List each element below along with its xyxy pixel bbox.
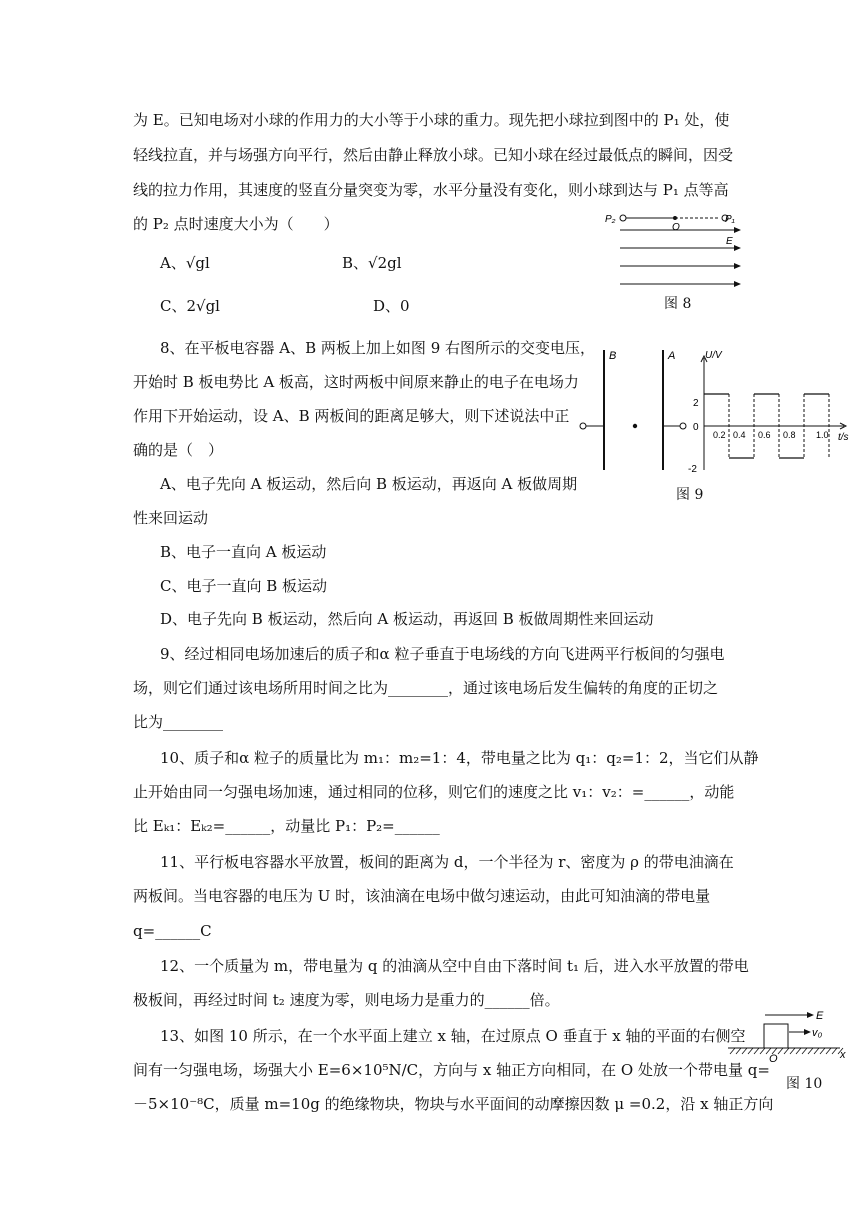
fig9-xtick-0-2: 0.2	[713, 430, 726, 440]
fig8-label-p2: P₂	[605, 214, 616, 225]
fig10-hatch-line	[790, 1048, 795, 1054]
q8-option-a-line1: A、电子先向 A 板运动，然后向 B 板运动，再返向 A 板做周期	[160, 475, 578, 493]
q10-line2: 止开始由同一匀强电场加速，通过相同的位移，则它们的速度之比 v₁：v₂：=______，动能	[133, 783, 735, 801]
fig9-xtick-0-6: 0.6	[758, 430, 771, 440]
q12-line1: 12、一个质量为 m，带电量为 q 的油滴从空中自由下落时间 t₁ 后，进入水平放置的带电	[160, 957, 749, 975]
fig8-pivot-o	[673, 216, 677, 220]
fig9-xtick-0-8: 0.8	[783, 430, 796, 440]
q11-line3: q=______C	[133, 922, 212, 940]
fig9-ylabel: U/V	[705, 350, 722, 361]
q9-line3: 比为________	[133, 713, 224, 731]
fig10-label-x: x	[840, 1049, 846, 1061]
q13-line1: 13、如图 10 所示，在一个水平面上建立 x 轴，在过原点 O 垂直于 x 轴的平面的右侧空	[160, 1027, 746, 1045]
figure-10	[728, 1008, 850, 1068]
fig10-label-e: E	[816, 1010, 824, 1022]
q11-line1: 11、平行板电容器水平放置，板间的距离为 d，一个半径为 r、密度为 ρ 的带电油滴在	[160, 853, 734, 871]
fig9-terminal-a	[680, 423, 686, 429]
q12-line2: 极板间，再经过时间 t₂ 速度为零，则电场力是重力的______倍。	[133, 991, 560, 1009]
fig9-ytick-minus2: -2	[688, 464, 697, 475]
q9-line1: 9、经过相同电场加速后的质子和α 粒子垂直于电场线的方向飞进两平行板间的匀强电	[160, 645, 725, 663]
q7-line1: 为 E。已知电场对小球的作用力的大小等于小球的重力。现先把小球拉到图中的 P₁ 处，使	[133, 111, 730, 129]
q8-line4: 确的是（ ）	[133, 441, 224, 459]
fig10-block	[764, 1024, 788, 1048]
fig8-point-p2	[620, 215, 626, 221]
fig9-ytick-2: 2	[693, 398, 699, 409]
q8-option-b: B、电子一直向 A 板运动	[160, 543, 327, 561]
q7-option-d: D、0	[373, 297, 410, 315]
fig9-xlabel: t/s	[838, 432, 849, 443]
fig9-ytick-0: 0	[693, 422, 699, 433]
fig10-hatch-line	[778, 1048, 783, 1054]
q10-line3: 比 Eₖ₁：Eₖ₂=______，动量比 P₁：P₂=______	[133, 817, 440, 835]
fig10-hatch-line	[748, 1048, 753, 1054]
fig10-ground-hatch	[730, 1048, 843, 1054]
fig10-label-o: O	[769, 1053, 778, 1065]
figure-9	[576, 350, 852, 475]
fig8-label-p1: P₁	[725, 214, 735, 225]
fig9-voltage-graph	[688, 350, 849, 475]
fig10-hatch-line	[754, 1048, 759, 1054]
fig10-hatch-line	[814, 1048, 819, 1054]
fig9-xtick-1-0: 1.0	[816, 430, 829, 440]
fig10-caption: 图 10	[786, 1076, 823, 1092]
fig10-hatch-line	[802, 1048, 807, 1054]
q11-line2: 两板间。当电容器的电压为 U 时，该油滴在电场中做匀速运动，由此可知油滴的带电量	[133, 887, 711, 905]
fig8-label-e: E	[726, 236, 733, 247]
q7-line4: 的 P₂ 点时速度大小为（ ）	[133, 215, 339, 233]
q10-line1: 10、质子和α 粒子的质量比为 m₁：m₂=1：4，带电量之比为 q₁：q₂=1：2，当它们从静	[160, 749, 759, 767]
fig10-label-v0: v₀	[812, 1027, 823, 1039]
figure-8	[605, 208, 750, 292]
q8-line3: 作用下开始运动，设 A、B 两板间的距离足够大，则下述说法中正	[133, 407, 570, 425]
q8-option-a-line2: 性来回运动	[133, 509, 209, 527]
fig10-hatch-line	[760, 1048, 765, 1054]
q13-line2: 间有一匀强电场，场强大小 E=6×10⁵N/C，方向与 x 轴正方向相同，在 O 处放一个带电量 q=	[133, 1061, 770, 1079]
fig9-label-b: B	[609, 350, 617, 362]
q7-option-a: A、√gl	[160, 254, 210, 272]
fig10-hatch-line	[730, 1048, 735, 1054]
q8-line2: 开始时 B 板电势比 A 板高，这时两板中间原来静止的电子在电场力	[133, 373, 579, 391]
q7-line2: 轻线拉直，并与场强方向平行，然后由静止释放小球。已知小球在经过最低点的瞬间，因受	[133, 146, 734, 164]
fig9-electron	[633, 424, 637, 428]
q8-line1: 8、在平板电容器 A、B 两板上加上如图 9 右图所示的交变电压，	[160, 339, 596, 357]
q13-line3: －5×10⁻⁸C，质量 m=10g 的绝缘物块，物块与水平面间的动摩擦因数 μ =0.2，沿 x 轴正方向	[133, 1095, 774, 1113]
q7-line3: 线的拉力作用，其速度的竖直分量突变为零，水平分量没有变化，则小球到达与 P₁ 点等高	[133, 181, 729, 199]
q7-option-c: C、2√gl	[160, 297, 220, 315]
fig9-terminal-b	[580, 423, 586, 429]
q8-option-c: C、电子一直向 B 板运动	[160, 577, 328, 595]
fig10-hatch-line	[742, 1048, 747, 1054]
q9-line2: 场，则它们通过该电场所用时间之比为________，通过该电场后发生偏转的角度的正切之	[133, 679, 719, 697]
fig10-hatch-line	[736, 1048, 741, 1054]
fig10-hatch-line	[820, 1048, 825, 1054]
fig10-hatch-line	[826, 1048, 831, 1054]
fig9-xtick-0-4: 0.4	[733, 430, 746, 440]
fig10-hatch-line	[784, 1048, 789, 1054]
q8-option-d: D、电子先向 B 板运动，然后向 A 板运动，再返回 B 板做周期性来回运动	[160, 610, 654, 628]
fig8-label-o: O	[672, 222, 680, 233]
fig8-caption: 图 8	[664, 296, 692, 312]
fig10-hatch-line	[808, 1048, 813, 1054]
fig9-caption: 图 9	[676, 487, 704, 503]
fig9-label-a: A	[668, 350, 676, 362]
fig10-hatch-line	[832, 1048, 837, 1054]
q7-option-b: B、√2gl	[342, 254, 402, 272]
fig10-hatch-line	[796, 1048, 801, 1054]
